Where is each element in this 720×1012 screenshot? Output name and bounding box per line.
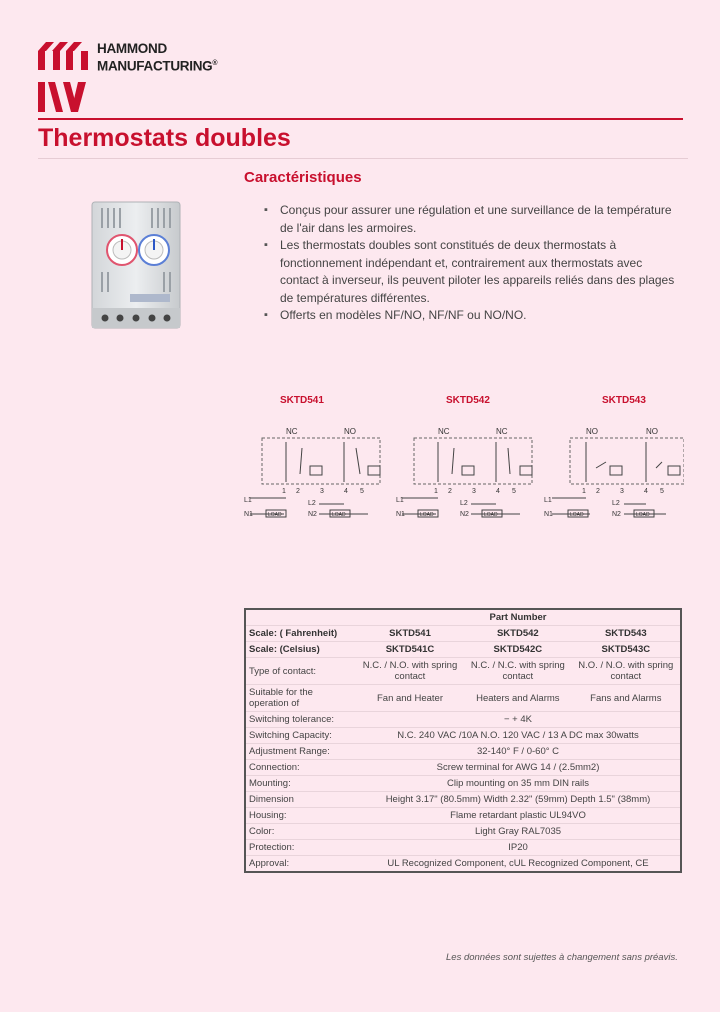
part-number-cell: SKTD541 — [356, 626, 464, 642]
terminal-1: 1 — [582, 488, 586, 495]
feature-item: ▪ Conçus pour assurer une régulation et une surveillance de la température de l'air dans les armoires. — [264, 202, 684, 237]
dual-thermostat-product-image — [88, 192, 184, 340]
diagram-label-sktd543: SKTD543 — [602, 395, 646, 406]
scale-celsius-label: Scale: (Celsius) — [245, 642, 356, 658]
part-number-header: Part Number — [356, 609, 681, 626]
line-label: N2 — [612, 511, 621, 518]
table-row — [245, 792, 681, 808]
feature-item: ▪ Les thermostats doubles sont constitués de deux thermostats à fonctionnement indépendant et, contrairement aux thermostats avec contact à inverseur, ils peuvent piloter les appareils reliés dans des plages de températures différentes. — [264, 237, 684, 307]
part-number-cell: SKTD541C — [356, 642, 464, 658]
line-label: L1 — [244, 497, 252, 504]
row-label: Protection: — [245, 840, 356, 856]
terminal-5: 5 — [512, 488, 516, 495]
wiring-diagram-sktd543 — [544, 424, 684, 519]
line-label: N2 — [460, 511, 469, 518]
part-number-cell: SKTD543C — [572, 642, 681, 658]
line-label: L1 — [544, 497, 552, 504]
cell-value: − + 4K — [356, 712, 681, 728]
table-row — [245, 642, 681, 658]
cell-value: N.C. / N.O. with spring contact — [356, 658, 464, 685]
row-label: Switching Capacity: — [245, 728, 356, 744]
contact-label: NO — [586, 427, 598, 436]
contact-label: NC — [438, 427, 450, 436]
contact-label: NO — [344, 427, 356, 436]
terminal-1: 1 — [282, 488, 286, 495]
row-label: Switching tolerance: — [245, 712, 356, 728]
cell-value: Fans and Alarms — [572, 685, 681, 712]
brand-line-2: MANUFACTURING — [97, 58, 213, 74]
line-label: N1 — [244, 511, 253, 518]
cell-value: UL Recognized Component, cUL Recognized Component, CE — [356, 856, 681, 873]
part-number-cell: SKTD542C — [464, 642, 572, 658]
feature-item: ▪ Offerts en modèles NF/NO, NF/NF ou NO/NO. — [264, 307, 684, 325]
diagram-label-sktd542: SKTD542 — [446, 395, 490, 406]
table-row — [245, 840, 681, 856]
table-row — [245, 712, 681, 728]
section-divider — [38, 158, 688, 159]
disclaimer-note: Les données sont sujettes à changement sans préavis. — [446, 952, 678, 963]
registered-mark: ® — [212, 60, 218, 67]
wiring-diagram-sktd542 — [396, 424, 536, 519]
cell-value: Light Gray RAL7035 — [356, 824, 681, 840]
contact-label: NO — [646, 427, 658, 436]
load-label: LOAD — [420, 512, 434, 518]
cell-value: 32-140° F / 0-60° C — [356, 744, 681, 760]
table-row — [245, 658, 681, 685]
table-row — [245, 776, 681, 792]
row-label: Connection: — [245, 760, 356, 776]
wiring-diagram-sktd541 — [244, 424, 384, 519]
row-label: Suitable for the operation of — [245, 685, 356, 712]
terminal-3: 3 — [472, 488, 476, 495]
cell-value: Flame retardant plastic UL94VO — [356, 808, 681, 824]
load-label: LOAD — [484, 512, 498, 518]
terminal-2: 2 — [596, 488, 600, 495]
terminal-4: 4 — [644, 488, 648, 495]
table-row — [245, 744, 681, 760]
cell-value: Clip mounting on 35 mm DIN rails — [356, 776, 681, 792]
table-row — [245, 808, 681, 824]
cell-value: Heaters and Alarms — [464, 685, 572, 712]
line-label: L2 — [460, 500, 468, 507]
brand-name — [97, 41, 217, 74]
diagram-label-sktd541: SKTD541 — [280, 395, 324, 406]
page-title: Thermostats doubles — [38, 124, 291, 152]
terminal-5: 5 — [360, 488, 364, 495]
cell-value: N.O. / N.O. with spring contact — [572, 658, 681, 685]
line-label: L2 — [308, 500, 316, 507]
cell-value: N.C. 240 VAC /10A N.O. 120 VAC / 13 A DC max 30watts — [356, 728, 681, 744]
cell-value: Screw terminal for AWG 14 / (2.5mm2) — [356, 760, 681, 776]
part-number-cell: SKTD543 — [572, 626, 681, 642]
row-label: Approval: — [245, 856, 356, 873]
cell-value: Height 3.17" (80.5mm) Width 2.32" (59mm) Depth 1.5" (38mm) — [356, 792, 681, 808]
row-label: Type of contact: — [245, 658, 356, 685]
load-label: LOAD — [268, 512, 282, 518]
features-list — [264, 202, 684, 325]
table-row — [245, 626, 681, 642]
line-label: L1 — [396, 497, 404, 504]
load-label: LOAD — [332, 512, 346, 518]
line-label: N2 — [308, 511, 317, 518]
features-heading: Caractéristiques — [244, 169, 362, 186]
cell-value: N.C. / N.C. with spring contact — [464, 658, 572, 685]
line-label: L2 — [612, 500, 620, 507]
title-divider — [38, 118, 683, 120]
row-label: Dimension — [245, 792, 356, 808]
cell-value: Fan and Heater — [356, 685, 464, 712]
line-label: N1 — [396, 511, 405, 518]
terminal-3: 3 — [620, 488, 624, 495]
hammond-logo-icon — [38, 42, 88, 112]
cell-value: IP20 — [356, 840, 681, 856]
table-row — [245, 685, 681, 712]
line-label: N1 — [544, 511, 553, 518]
load-label: LOAD — [636, 512, 650, 518]
table-row — [245, 728, 681, 744]
terminal-1: 1 — [434, 488, 438, 495]
terminal-4: 4 — [344, 488, 348, 495]
row-label: Color: — [245, 824, 356, 840]
brand-line-1: HAMMOND — [97, 41, 167, 56]
terminal-2: 2 — [448, 488, 452, 495]
table-row — [245, 856, 681, 873]
row-label: Mounting: — [245, 776, 356, 792]
row-label: Housing: — [245, 808, 356, 824]
terminal-3: 3 — [320, 488, 324, 495]
row-label: Adjustment Range: — [245, 744, 356, 760]
terminal-2: 2 — [296, 488, 300, 495]
scale-fahrenheit-label: Scale: ( Fahrenheit) — [245, 626, 356, 642]
load-label: LOAD — [570, 512, 584, 518]
part-number-cell: SKTD542 — [464, 626, 572, 642]
table-header-row — [245, 609, 681, 626]
specifications-table — [244, 608, 682, 873]
contact-label: NC — [496, 427, 508, 436]
terminal-5: 5 — [660, 488, 664, 495]
terminal-4: 4 — [496, 488, 500, 495]
table-row — [245, 760, 681, 776]
contact-label: NC — [286, 427, 298, 436]
table-row — [245, 824, 681, 840]
